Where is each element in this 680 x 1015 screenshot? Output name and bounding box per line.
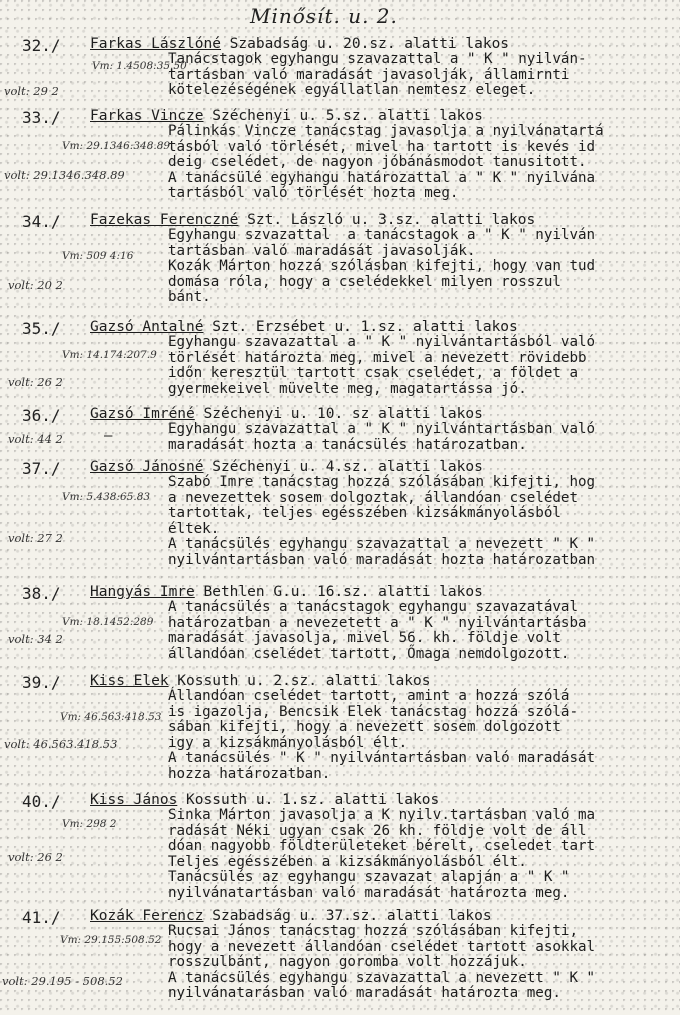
entry-title [90, 908, 492, 924]
entry-body: Állandóan cselédet tartott, amint a hozzá szólá is igazolja, Bencsik Elek tanácstag hozzá szólá- sában kifejti, hogy a nevezett sosem dolgozott igy a kizsákmányolásból élt. A tanácsülés " K " nyilvántartásban való maradását hozza határozatban. [168, 688, 596, 782]
entry-body: Szabó Imre tanácstag hozzá szólásában kifejti, hog a nevezettek sosem dolgoztak, állandóan cselédet tartottak, teljes egésszében kizsákmányolásból éltek. A tanácsülés egyhangu szavazattal a nevezett " K " nyilvántartásban való maradását hozta határozatban [168, 474, 596, 568]
entry-number: 35./ [22, 319, 61, 338]
entry-body: Rucsai János tanácstag hozzá szólásában kifejti, hogy a nevezett állandóan cselédet tartott asokkal rosszulbánt, nagyon goromba volt hozzájuk. A tanácsülés egyhangu szavazattal a nevezett " K " nyilvánatarásban való maradását határozta meg. [168, 923, 596, 1001]
margin-note: Vm: 29.1346:348.89 [62, 140, 171, 152]
margin-note: Vm: 298 2 [62, 818, 117, 830]
entry-address: Széchenyi u. 10. sz alatti lakos [194, 406, 483, 422]
margin-note: Vm: 1.4508:35.50 [92, 60, 187, 72]
entry-body: A tanácsülés a tanácstagok egyhangu szavazatával határozatban a nevezetett a " K " nyilvántartásba maradását javasolja, mivel 56. kh. földje volt állandóan cselédet tartott, Őmaga nemdolgozott. [168, 599, 587, 662]
margin-note: Vm: 29.155:508.52 [60, 934, 162, 946]
entry-title [90, 406, 483, 422]
entry-number: 37./ [22, 459, 61, 478]
entry-number: 41./ [22, 908, 61, 927]
entry-address: Kossuth u. 1.sz. alatti lakos [177, 792, 440, 808]
entry-title [90, 108, 483, 124]
entry-number: 38./ [22, 584, 61, 603]
entry-body: Egyhangu szavazattal a " K " nyilvántartásból való törlését határozta meg, mivel a nevezett rövidebb időn keresztül tartott csak cselédet, a földet a gyermekeivel müvelte meg, magatartássa jó. [168, 334, 596, 397]
entry-body: Egyhangu szavazattal a " K " nyilvántartásban való maradását hozta a tanácsülés határozatban. [168, 421, 596, 453]
entry-name: Gazsó Imréné [90, 406, 195, 422]
entry-title [90, 319, 518, 335]
entry-name: Kiss Elek [90, 673, 169, 689]
entry-name: Gazsó Jánosné [90, 459, 204, 475]
entry-name: Farkas Lászlóné [90, 36, 221, 52]
entry-number: 34./ [22, 212, 61, 231]
entry-name: Farkas Vincze [90, 108, 204, 124]
entry-name: Fazekas Ferenczné [90, 212, 239, 228]
margin-note: volt: 20 2 [8, 278, 63, 292]
margin-note: volt: 29.195 - 508.52 [2, 974, 123, 988]
margin-note: volt: 46.563.418.53 [4, 737, 118, 751]
entry-address: Széchenyi u. 4.sz. alatti lakos [203, 459, 483, 475]
margin-note: volt: 34 2 [8, 632, 63, 646]
entry-name: Kiss János [90, 792, 178, 808]
entry-number: 39./ [22, 673, 61, 692]
margin-note: volt: 26 2 [8, 375, 63, 389]
page-heading: Minősít. u. 2. [250, 4, 398, 28]
entry-address: Szt. Erzsébet u. 1.sz. alatti lakos [203, 319, 518, 335]
margin-note: volt: 29 2 [4, 84, 59, 98]
entry-name: Hangyás Imre [90, 584, 195, 600]
entry-body: Pálinkás Vincze tanácstag javasolja a nyilvánatartá tásból való törlését, mivel ha tartott is kevés id deig cselédet, de nagyon jóbánásmodot tanusitott. A tanácsülé egyhangu határozattal a " K " nyilvána tartásból való törlését hozta meg. [168, 123, 604, 201]
entry-address: Kossuth u. 2.sz. alatti lakos [168, 673, 431, 689]
margin-note: Vm: 46.563:418.53 [60, 711, 162, 723]
margin-note: Vm: 509 4:16 [62, 250, 134, 262]
entry-body: Sinka Márton javasolja a K nyilv.tartásban való ma radását Néki ugyan csak 26 kh. földje volt de áll dóan nagyobb földterületeket bérelt, cseledet tart Teljes egésszében a kizsákmányolásból élt. Tanácsülés az egyhangu szavazat alapján a " K " nyilvánatartásban való maradását határozta meg. [168, 807, 596, 901]
margin-note: Vm: 14.174:207.9 [62, 349, 157, 361]
entry-title [90, 36, 509, 52]
entry-title [90, 212, 535, 228]
margin-note: Vm: 5.438:65.83 [62, 491, 151, 503]
entry-title [90, 792, 439, 808]
entry-number: 33./ [22, 108, 61, 127]
entry-address: Bethlen G.u. 16.sz. alatti lakos [194, 584, 483, 600]
entry-title [90, 459, 483, 475]
margin-dash: — [104, 428, 113, 444]
entry-address: Szabadság u. 37.sz. alatti lakos [203, 908, 492, 924]
entry-number: 36./ [22, 406, 61, 425]
entry-number: 32./ [22, 36, 61, 55]
margin-note: volt: 27 2 [8, 531, 63, 545]
margin-note: Vm: 18.1452:289 [62, 616, 154, 628]
entry-address: Széchenyi u. 5.sz. alatti lakos [203, 108, 483, 124]
margin-note: volt: 29.1346.348.89 [4, 168, 125, 182]
entry-name: Gazsó Antalné [90, 319, 204, 335]
entry-name: Kozák Ferencz [90, 908, 204, 924]
entry-number: 40./ [22, 792, 61, 811]
entry-body: Egyhangu szvazattal a tanácstagok a " K " nyilván tartásban való maradását javasolják. Kozák Márton hozzá szólásban kifejti, hogy van tud domása róla, hogy a cselédekkel milyen rosszul bánt. [168, 227, 596, 305]
entry-body: Tanácstagok egyhangu szavazattal a " K " nyilván- tartásban való maradását javasolják, államirnti kötelezéségének egyállatlan nemtesz eleget. [168, 51, 587, 98]
margin-note: volt: 26 2 [8, 850, 63, 864]
margin-note: volt: 44 2 [8, 432, 63, 446]
entry-address: Szt. László u. 3.sz. alatti lakos [238, 212, 536, 228]
entry-title [90, 584, 483, 600]
entry-title [90, 673, 430, 689]
entry-address: Szabadság u. 20.sz. alatti lakos [220, 36, 510, 52]
